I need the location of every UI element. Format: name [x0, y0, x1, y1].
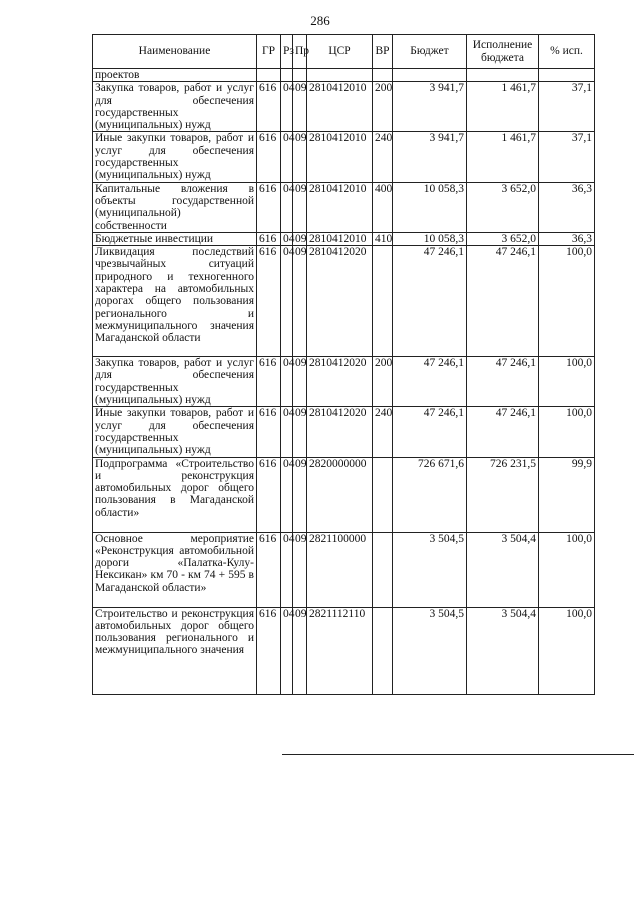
row-execution: 1 461,7 [467, 82, 539, 132]
row-vr [373, 532, 393, 607]
row-csr: 2810412010 [307, 132, 373, 182]
row-rz: 04 [281, 132, 293, 182]
row-execution: 3 504,4 [467, 607, 539, 694]
footer-divider [282, 754, 634, 755]
row-csr: 2810412020 [307, 407, 373, 457]
row-budget: 3 941,7 [393, 132, 467, 182]
header-pr: Пр [293, 35, 307, 69]
table-row [93, 132, 595, 182]
row-name: Иные закупки товаров, работ и услуг для обеспечения государственных (муниципальных) нужд [93, 132, 257, 182]
row-rz: 04 [281, 232, 293, 245]
table-row [93, 532, 595, 607]
row-gr [257, 69, 281, 82]
row-csr: 2810412020 [307, 246, 373, 357]
row-vr [373, 69, 393, 82]
row-pr: 09 [293, 357, 307, 407]
row-vr [373, 607, 393, 694]
row-rz [281, 69, 293, 82]
row-execution: 726 231,5 [467, 457, 539, 532]
table-row [93, 457, 595, 532]
table-header-row [93, 35, 595, 69]
row-csr: 2821112110 [307, 607, 373, 694]
row-csr: 2810412010 [307, 232, 373, 245]
row-pct: 99,9 [539, 457, 595, 532]
row-pr: 09 [293, 457, 307, 532]
header-pct: % исп. [539, 35, 595, 69]
row-gr: 616 [257, 357, 281, 407]
row-name: Закупка товаров, работ и услуг для обеспечения государственных (муниципальных) нужд [93, 82, 257, 132]
row-gr: 616 [257, 82, 281, 132]
table-row [93, 357, 595, 407]
row-vr [373, 246, 393, 357]
row-csr: 2810412010 [307, 82, 373, 132]
row-rz: 04 [281, 457, 293, 532]
row-pr: 09 [293, 607, 307, 694]
row-pr: 09 [293, 132, 307, 182]
row-execution: 47 246,1 [467, 357, 539, 407]
row-csr: 2821100000 [307, 532, 373, 607]
row-budget: 10 058,3 [393, 182, 467, 232]
row-budget: 10 058,3 [393, 232, 467, 245]
row-execution: 47 246,1 [467, 407, 539, 457]
row-gr: 616 [257, 182, 281, 232]
row-execution: 47 246,1 [467, 246, 539, 357]
row-name: Закупка товаров, работ и услуг для обеспечения государственных (муниципальных) нужд [93, 357, 257, 407]
row-name: Бюджетные инвестиции [93, 232, 257, 245]
row-name: проектов [93, 69, 257, 82]
row-budget: 3 504,5 [393, 532, 467, 607]
row-execution [467, 69, 539, 82]
row-csr: 2820000000 [307, 457, 373, 532]
row-vr: 410 [373, 232, 393, 245]
header-name: Наименование [93, 35, 257, 69]
row-rz: 04 [281, 607, 293, 694]
row-pct: 100,0 [539, 246, 595, 357]
row-pr: 09 [293, 182, 307, 232]
row-name: Основное мероприятие «Реконструкция автомобильной дороги «Палатка-Кулу-Нексикан» км 70 - км 74 + 595 в Магаданской области» [93, 532, 257, 607]
row-pct [539, 69, 595, 82]
table-row [93, 69, 595, 82]
row-vr [373, 457, 393, 532]
row-gr: 616 [257, 232, 281, 245]
row-vr: 200 [373, 82, 393, 132]
header-gr: ГР [257, 35, 281, 69]
row-name: Иные закупки товаров, работ и услуг для обеспечения государственных (муниципальных) нужд [93, 407, 257, 457]
row-pct: 37,1 [539, 82, 595, 132]
row-rz: 04 [281, 357, 293, 407]
row-rz: 04 [281, 82, 293, 132]
table-row [93, 232, 595, 245]
row-pr: 09 [293, 407, 307, 457]
table-row [93, 82, 595, 132]
row-csr: 2810412020 [307, 357, 373, 407]
row-gr: 616 [257, 246, 281, 357]
row-rz: 04 [281, 532, 293, 607]
row-budget: 47 246,1 [393, 357, 467, 407]
row-execution: 1 461,7 [467, 132, 539, 182]
row-pr: 09 [293, 246, 307, 357]
row-pr: 09 [293, 532, 307, 607]
row-pct: 36,3 [539, 232, 595, 245]
row-vr: 200 [373, 357, 393, 407]
row-pct: 100,0 [539, 532, 595, 607]
row-pct: 36,3 [539, 182, 595, 232]
row-execution: 3 652,0 [467, 232, 539, 245]
row-budget: 47 246,1 [393, 407, 467, 457]
row-budget: 726 671,6 [393, 457, 467, 532]
page-number: 286 [310, 13, 330, 28]
row-budget: 3 941,7 [393, 82, 467, 132]
row-pct: 37,1 [539, 132, 595, 182]
row-csr [307, 69, 373, 82]
table-row [93, 182, 595, 232]
row-vr: 240 [373, 407, 393, 457]
row-pr: 09 [293, 82, 307, 132]
row-gr: 616 [257, 132, 281, 182]
row-pr: 09 [293, 232, 307, 245]
table-row [93, 246, 595, 357]
row-gr: 616 [257, 457, 281, 532]
header-execution: Исполнение бюджета [467, 35, 539, 69]
row-budget [393, 69, 467, 82]
row-name: Строительство и реконструкция автомобильных дорог общего пользования регионального и межмуниципального значения [93, 607, 257, 694]
row-vr: 240 [373, 132, 393, 182]
row-rz: 04 [281, 246, 293, 357]
row-name: Капитальные вложения в объекты государственной (муниципальной) собственности [93, 182, 257, 232]
row-pct: 100,0 [539, 607, 595, 694]
row-rz: 04 [281, 182, 293, 232]
header-csr: ЦСР [307, 35, 373, 69]
row-gr: 616 [257, 532, 281, 607]
row-execution: 3 504,4 [467, 532, 539, 607]
row-name: Ликвидация последствий чрезвычайных ситуаций природного и техногенного характера на автомобильных дорогах общего пользования регионального и межмуниципального значения Магаданской области [93, 246, 257, 357]
budget-execution-table [92, 34, 595, 695]
row-pct: 100,0 [539, 407, 595, 457]
table-row [93, 607, 595, 694]
row-vr: 400 [373, 182, 393, 232]
row-gr: 616 [257, 607, 281, 694]
header-rz: Рз [281, 35, 293, 69]
row-rz: 04 [281, 407, 293, 457]
row-execution: 3 652,0 [467, 182, 539, 232]
row-name: Подпрограмма «Строительство и реконструкция автомобильных дорог общего пользования в Магаданской области» [93, 457, 257, 532]
header-budget: Бюджет [393, 35, 467, 69]
row-budget: 3 504,5 [393, 607, 467, 694]
row-gr: 616 [257, 407, 281, 457]
row-budget: 47 246,1 [393, 246, 467, 357]
row-pct: 100,0 [539, 357, 595, 407]
header-vr: ВР [373, 35, 393, 69]
table-row [93, 407, 595, 457]
row-csr: 2810412010 [307, 182, 373, 232]
row-pr [293, 69, 307, 82]
